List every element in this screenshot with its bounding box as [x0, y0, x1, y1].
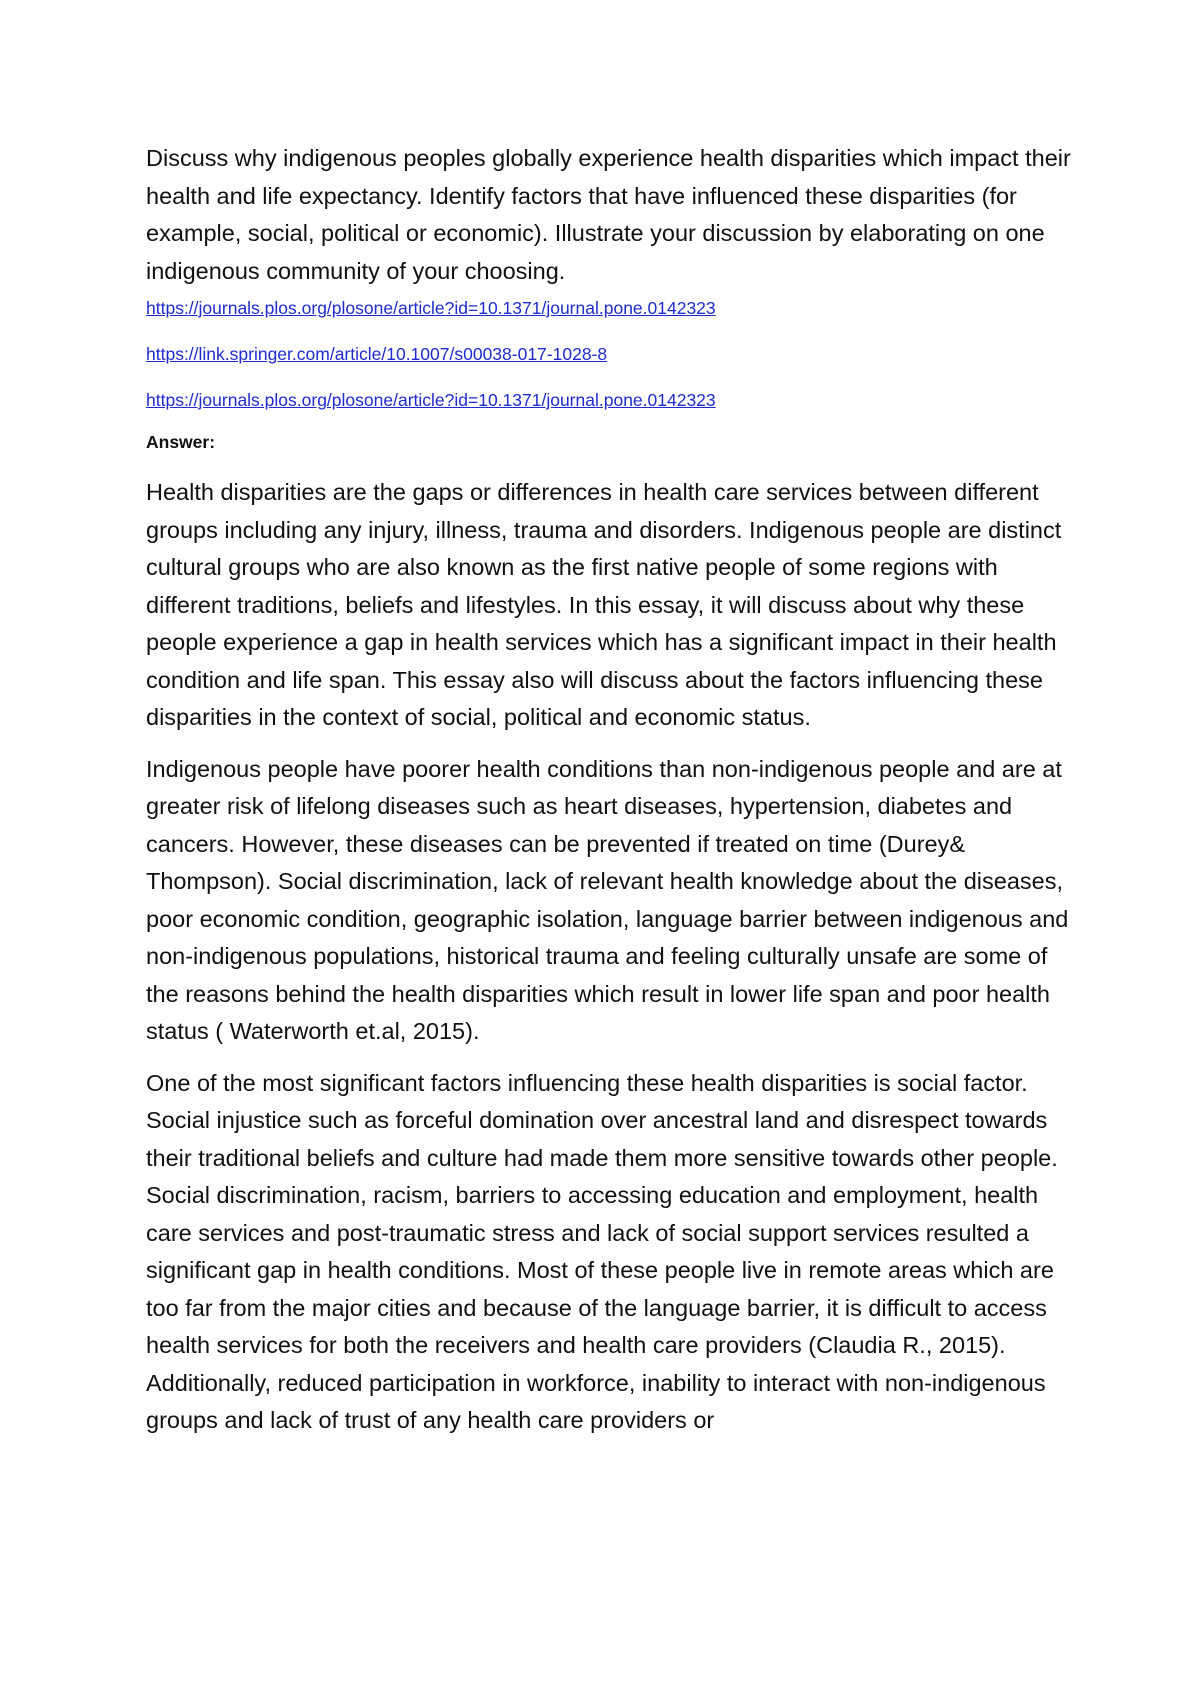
reference-link-1[interactable]: https://journals.plos.org/plosone/article?id=10.1371/journal.pone.0142323 [146, 298, 716, 318]
assignment-prompt: Discuss why indigenous peoples globally experience health disparities which impact their health and life expectancy. Identify factors that have influenced these disparities (for example, social, political or economic). Illustrate your discussion by elaborating on one indigenous community of your choosing. [146, 145, 1071, 284]
paragraph-health-disparities-definition: Health disparities are the gaps or differences in health care services between different groups including any injury, illness, trauma and disorders. Indigenous people are distinct cultural groups who are also known as the first native people of some regions with different traditions, beliefs and lifestyles. In this essay, it will discuss about why these people experience a gap in health services which has a significant impact in their health condition and life span. This essay also will discuss about the factors influencing these disparities in the context of social, political and economic status. [146, 479, 1062, 730]
answer-heading: Answer: [146, 432, 216, 452]
document-page [146, 140, 1076, 1440]
reference-link-3[interactable]: https://journals.plos.org/plosone/article?id=10.1371/journal.pone.0142323 [146, 390, 716, 410]
paragraph-social-factors: One of the most significant factors influencing these health disparities is social factor. Social injustice such as forceful domination over ancestral land and disrespect towards their traditional beliefs and culture had made them more sensitive towards other people. Social discrimination, racism, barriers to accessing education and employment, health care services and post-traumatic stress and lack of social support services resulted a significant gap in health conditions. Most of these people live in remote areas which are too far from the major cities and because of the language barrier, it is difficult to access health services for both the receivers and health care providers (Claudia R., 2015). Additionally, reduced participation in workforce, inability to interact with non-indigenous groups and lack of trust of any health care providers or [146, 1069, 1058, 1433]
paragraph-indigenous-health-conditions: Indigenous people have poorer health conditions than non-indigenous people and are at greater risk of lifelong diseases such as heart diseases, hypertension, diabetes and cancers. However, these diseases can be prevented if treated on time (Durey& Thompson). Social discrimination, lack of relevant health knowledge about the diseases, poor economic condition, geographic isolation, language barrier between indigenous and non-indigenous populations, historical trauma and feeling culturally unsafe are some of the reasons behind the health disparities which result in lower life span and poor health status ( Waterworth et.al, 2015). [146, 755, 1069, 1044]
reference-link-2[interactable]: https://link.springer.com/article/10.1007/s00038-017-1028-8 [146, 344, 608, 364]
